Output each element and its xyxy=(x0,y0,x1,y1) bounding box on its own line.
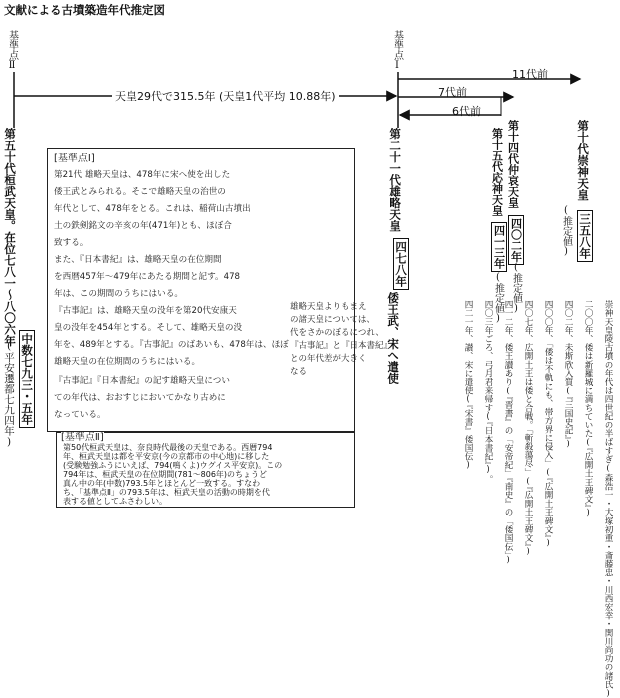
emperor-sujin: 第十代崇神天皇 xyxy=(576,120,591,201)
reference-point-2-box xyxy=(56,432,355,508)
eleven-span-label: 11代前 xyxy=(512,68,548,81)
seven-span-label: 7代前 xyxy=(438,86,467,99)
note-column: 四〇七年、広開土王は倭と合戦。「斬殺蕩尽」(『広開土王碑文』) xyxy=(523,300,534,557)
chuai-estimate-tag: (推定値) xyxy=(510,262,522,314)
box1-line: 致する。 xyxy=(54,238,89,248)
box1-line: を西暦457年〜479年にあたる期間と記す。478 xyxy=(54,272,241,282)
reference-point-1-box xyxy=(47,148,355,432)
box1-line: 第21代 雄略天皇は、478年に宋へ使を出した xyxy=(54,170,231,180)
box1-line: 雄略天皇の在位期間のうちにはいる。 xyxy=(54,357,201,367)
page-title: 文献による古墳築造年代推定図 xyxy=(4,3,165,17)
box1-line: 年を、489年とする。『古事記』のばあいも、478年は、ほぼ xyxy=(54,340,289,350)
box2-line: 表する値としてふさわしい。 xyxy=(63,497,167,506)
note-column: 四〇〇年、「倭は不軌にも、帯方界に侵入」(『広開土王碑文』) xyxy=(543,300,554,548)
margin-note-line: との年代差が大きく xyxy=(290,354,367,364)
sujin-estimate-tag: (推定値) xyxy=(560,205,572,257)
baseline-1-label: 基準点Ⅰ xyxy=(391,30,403,71)
note-column: 四二一年、讃、宋に遣使(『宋書』倭国伝) xyxy=(463,300,474,471)
box2-line: 第50代桓武天皇は、奈良時代最後の天皇である。西暦794 xyxy=(63,443,273,452)
box2-line: 年、桓武天皇は都を平安京(今の京都市の中心地)に移した xyxy=(63,452,270,461)
note-column: 四〇三年ごろ、弓月君来帰す(『日本書紀』)。 xyxy=(483,300,494,484)
box1-line: 皇の没年を454年とする。そして、雄略天皇の没 xyxy=(54,323,243,333)
margin-note-line: 『古事記』と『日本書紀』 xyxy=(290,341,393,351)
margin-note-line: 雄略天皇よりもまえ xyxy=(290,302,367,312)
margin-note-line: 代をさかのぼるにつれ、 xyxy=(290,328,384,338)
note-column: 二〇〇年、倭は新羅城に満ちていた(『広開土王碑文』) xyxy=(583,300,594,518)
margin-note-line: の諸天皇については、 xyxy=(290,315,375,325)
emperor-sujin-year: 三五八年 xyxy=(577,210,593,262)
note-column: 四〇二年、未斯欣入質(『三国史記』) xyxy=(563,300,574,449)
box1-line: 年代として、478年をとる。これは、稲荷山古墳出 xyxy=(54,204,251,214)
box1-line: 『古事記』『日本書紀』の記す雄略天皇につい xyxy=(54,376,230,386)
margin-note-line: なる xyxy=(290,367,308,377)
emperor-chuai: 第十四代仲哀天皇 xyxy=(506,120,520,208)
box1-heading: [基準点Ⅰ] xyxy=(54,153,95,164)
emperor-chuai-year: 四〇二年 xyxy=(508,215,524,265)
heian-capital-note: (平安遷都七九四年) xyxy=(3,340,16,448)
baseline-2-label: 基準点Ⅱ xyxy=(6,30,18,71)
box1-line: ての年代は、おおすじにおいてかなり古めに xyxy=(54,393,226,403)
emperor-ojin-year: 四一三年 xyxy=(491,222,507,272)
yuryaku-embassy-note: 倭王武、宋へ遣使 xyxy=(386,292,401,384)
box2-line: (受験勉強ふうにいえば、794(鳴くよ)ウグイス平安京)。この xyxy=(63,461,283,470)
note-column: 崇神天皇陵古墳の年代は四世紀の半ばすぎ(森浩一・大塚初重・斎藤忠・川西宏幸・関川尚功の諸氏) xyxy=(603,300,614,698)
box2-line: 真ん中の年(中数)793.5年とほとんど一致する。すなわ xyxy=(63,479,261,488)
box1-line: また、『日本書紀』は、雄略天皇の在位期間 xyxy=(54,255,222,265)
emperor-ojin: 第十五代応神天皇 xyxy=(490,128,504,216)
ojin-estimate-tag: (推定値) xyxy=(492,272,504,324)
main-span-label: 天皇29代で315.5年 (天皇1代平均 10.88年) xyxy=(112,88,339,104)
box1-line: 『古事記』は、雄略天皇の没年を第20代安康天 xyxy=(54,306,237,316)
box1-line: 倭王武とみられる。そこで雄略天皇の治世の xyxy=(54,187,226,197)
box1-line: なっている。 xyxy=(54,410,106,420)
emperor-yuryaku: 第二十一代雄略天皇 xyxy=(388,128,403,232)
emperor-yuryaku-year: 四七八年 xyxy=(393,238,409,290)
box2-line: 794年は、桓武天皇の在位期間(781〜806年)のちょうど xyxy=(63,470,268,479)
emperor-kanmu: 第五十代桓武天皇。在位七八一～八〇六年 xyxy=(3,128,18,347)
box1-line: 年は、この期間のうちにはいる。 xyxy=(54,289,183,299)
emperor-kanmu-mid-year: 中数七九三・五年 xyxy=(19,330,35,428)
box1-line: 土の鉄剣銘文の辛亥の年(471年)とも、ほぼ合 xyxy=(54,221,232,231)
six-span-label: 6代前 xyxy=(452,105,481,118)
box2-line: ち、「基準点Ⅱ」の793.5年は、桓武天皇の活動の時期を代 xyxy=(63,488,270,497)
box2-heading: [基準点Ⅱ] xyxy=(61,432,104,443)
note-column: 四一二年、倭王讃あり(『晋書』の「安帝紀」『南史』の「倭国伝」) xyxy=(503,300,514,566)
